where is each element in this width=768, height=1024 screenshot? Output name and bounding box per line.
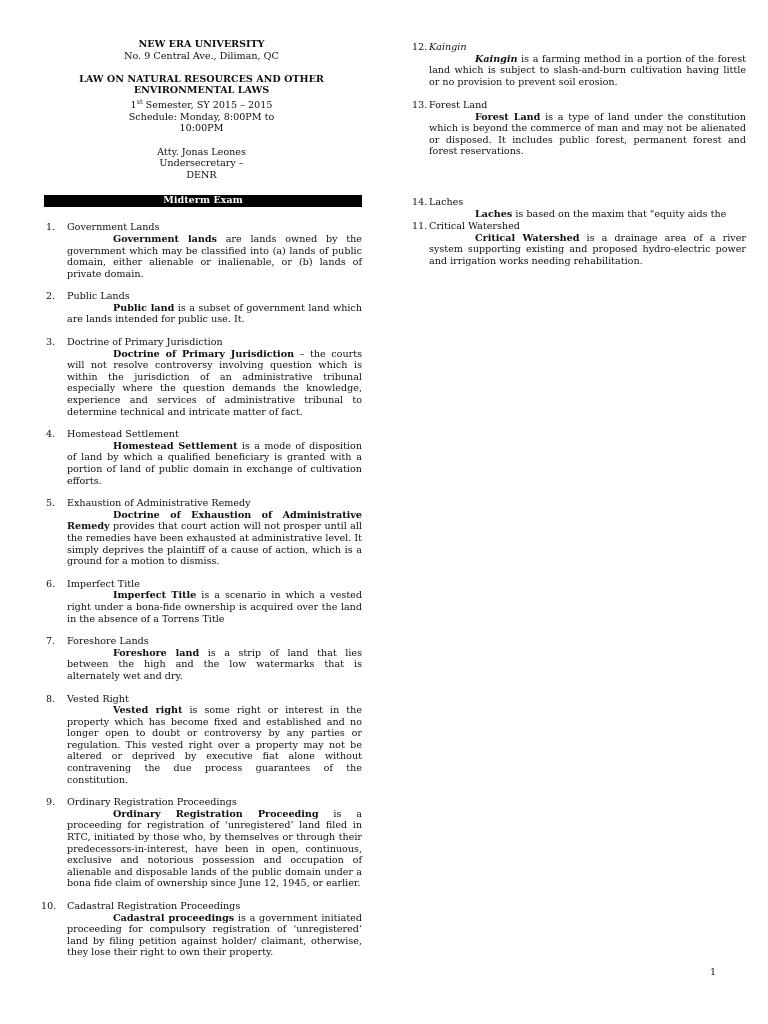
- item-term: Homestead Settlement: [67, 429, 179, 441]
- semester-suffix: st: [136, 97, 143, 106]
- instructor-title: Undersecretary –: [159, 158, 244, 170]
- list-item: [401, 197, 746, 220]
- item-term: Vested Right: [67, 693, 129, 705]
- semester-text: Semester, SY 2015 – 2015: [142, 100, 273, 112]
- item-number: 3.: [46, 337, 56, 349]
- defined-term: Kaingin: [475, 53, 518, 65]
- item-term: Foreshore Lands: [67, 636, 149, 648]
- semester-line: [41, 97, 362, 112]
- item-number: 5.: [46, 498, 56, 510]
- item-number: 2.: [46, 291, 56, 303]
- item-definition: [67, 441, 362, 487]
- item-number: 9.: [46, 797, 56, 809]
- definition-text: is a drainage area of a river system supporting existing and proposed hydro-electric power and irrigation works needing rehabilitation.: [429, 232, 746, 267]
- defined-term-cont: Remedy: [67, 521, 110, 533]
- item-definition: [429, 112, 746, 158]
- item-number: 6.: [46, 578, 56, 590]
- exam-title-bar: Midterm Exam: [44, 195, 362, 207]
- defined-term: Foreshore land: [113, 647, 200, 659]
- definition-text: – the courts will not resolve controversy involving question which is within the jurisdiction of an administrative tribunal especially where the question demands the knowledge, experience and services of administrative tribunal to determine technical and intricate matter of fact.: [67, 348, 362, 418]
- item-definition: [67, 590, 362, 625]
- item-term: Kaingin: [429, 42, 467, 53]
- list-item: [401, 100, 746, 158]
- list-item: [41, 498, 362, 568]
- definition-text: is a type of land under the constitution which is beyond the commerce of man and may not be alienated or disposed. It includes public forest, permanent forest and forest reservations.: [429, 111, 746, 158]
- defined-term: Laches: [475, 208, 513, 220]
- item-definition: [67, 349, 362, 419]
- item-term: Laches: [429, 197, 464, 208]
- definition-text: is a mode of disposition of land by which a qualified beneficiary is granted with a portion of land of public domain in exchange of cultivation efforts.: [67, 440, 362, 487]
- definition-text: is a strip of land that lies between the high and the low watermarks that is alternately wet and dry.: [67, 647, 362, 682]
- item-number: 11.: [412, 221, 428, 232]
- schedule-line2: 10:00PM: [179, 123, 224, 135]
- list-item: [41, 579, 362, 625]
- list-item: [41, 694, 362, 787]
- definition-text: is a scenario in which a vested right under a bona-fide ownership is acquired over the land in the absence of a Torrens Title: [67, 590, 362, 625]
- definition-text: is a government initiated proceeding for compulsory registration of ‘unregistered’ land by filing petition against holder/ claimant, otherwise, they lose their right to own their property.: [67, 912, 362, 959]
- list-item: [41, 797, 362, 890]
- item-term: Exhaustion of Administrative Remedy: [67, 498, 251, 510]
- instructor-office: DENR: [186, 169, 217, 181]
- item-number: 13.: [412, 100, 428, 111]
- item-term: Critical Watershed: [429, 221, 520, 232]
- item-definition: [67, 234, 362, 280]
- item-term: Cadastral Registration Proceedings: [67, 901, 241, 912]
- list-item: [41, 291, 362, 326]
- terms-list: [41, 222, 362, 959]
- definition-text: is a proceeding for registration of ‘unregistered’ land filed in RTC, initiated by those who, by themselves or through their predecessors-in-interest, have been in open, continuous, exclusive and notorious possession and occupation of alienable and disposable lands of the public domain under a bona fide claim of ownership since June 12, 1945, or earlier.: [67, 808, 362, 890]
- item-term: Doctrine of Primary Jurisdiction: [67, 337, 223, 349]
- defined-term: Doctrine of Exhaustion of Administrative: [113, 509, 362, 521]
- defined-term: Public land: [113, 302, 175, 314]
- item-number: 12.: [412, 42, 428, 53]
- list-item: [41, 429, 362, 487]
- item-term: Forest Land: [429, 100, 488, 111]
- university-name: NEW ERA UNIVERSITY: [138, 39, 265, 50]
- item-number: 1.: [46, 222, 56, 234]
- item-definition: [67, 648, 362, 683]
- item-definition: [67, 521, 362, 567]
- item-definition: [429, 209, 746, 221]
- defined-term: Cadastral proceedings: [113, 912, 235, 924]
- definition-text: are lands owned by the government which may be classified into (a) lands of public domain, either alienable or inalienable, or (b) lands of private domain.: [67, 233, 362, 280]
- definition-text: provides that court action will not prosper until all the remedies have been exhausted at administrative level. It simply deprives the plaintiff of a cause of action, which is a ground for a motion to dismiss.: [67, 521, 362, 568]
- item-term: Ordinary Registration Proceedings: [67, 797, 237, 809]
- definition-text: is a farming method in a portion of the forest land which is subject to slash-and-burn cultivation having little or no provision to prevent soil erosion.: [429, 53, 746, 88]
- item-definition: [67, 913, 362, 959]
- item-number: 7.: [46, 636, 56, 648]
- defined-term: Critical Watershed: [475, 232, 580, 244]
- item-term: Imperfect Title: [67, 578, 140, 590]
- item-definition-heading: [67, 510, 362, 522]
- university-address: No. 9 Central Ave., Diliman, QC: [124, 50, 279, 62]
- item-definition: [67, 303, 362, 326]
- definition-text: is based on the maxim that "equity aids the: [512, 208, 727, 220]
- left-column: [41, 0, 362, 970]
- defined-term: Vested right: [113, 705, 183, 717]
- item-number: 4.: [46, 429, 56, 441]
- list-item: [41, 337, 362, 418]
- item-number: 8.: [46, 693, 56, 705]
- item-definition: [67, 705, 362, 786]
- item-number: 14.: [412, 197, 428, 208]
- item-term: Public Lands: [67, 291, 130, 303]
- defined-term: Government lands: [113, 233, 217, 245]
- list-item: [401, 42, 746, 88]
- instructor-name: Atty. Jonas Leones: [157, 146, 246, 158]
- defined-term: Imperfect Title: [113, 590, 197, 602]
- course-title-line2: ENVIRONMENTAL LAWS: [133, 85, 270, 97]
- item-term: Government Lands: [67, 222, 160, 234]
- item-definition: [429, 54, 746, 89]
- semester-ordinal: 1: [130, 100, 137, 112]
- item-definition: [67, 809, 362, 890]
- defined-term: Ordinary Registration Proceeding: [113, 808, 319, 820]
- list-item: [41, 222, 362, 280]
- document-header: [41, 39, 362, 181]
- item-definition: [429, 233, 746, 268]
- item-number: 10.: [41, 901, 57, 912]
- list-item: [401, 221, 746, 267]
- defined-term: Forest Land: [475, 111, 541, 123]
- definition-text: is some right or interest in the property which has become fixed and established and no longer open to doubt or controversy by any parties or regulation. This vested right over a property may not be altered or deprived by executive fiat alone without contravening the due process guarantees of the constitution.: [67, 705, 362, 786]
- course-title-line1: LAW ON NATURAL RESOURCES AND OTHER: [79, 73, 324, 85]
- defined-term: Homestead Settlement: [113, 440, 238, 452]
- page-number: 1: [710, 967, 717, 978]
- schedule-line1: Schedule: Monday, 8:00PM to: [128, 111, 275, 123]
- list-item: [41, 636, 362, 682]
- list-item: [41, 901, 362, 959]
- definition-text: is a subset of government land which are lands intended for public use. It.: [67, 302, 362, 326]
- defined-term: Doctrine of Primary Jurisdiction: [113, 348, 295, 360]
